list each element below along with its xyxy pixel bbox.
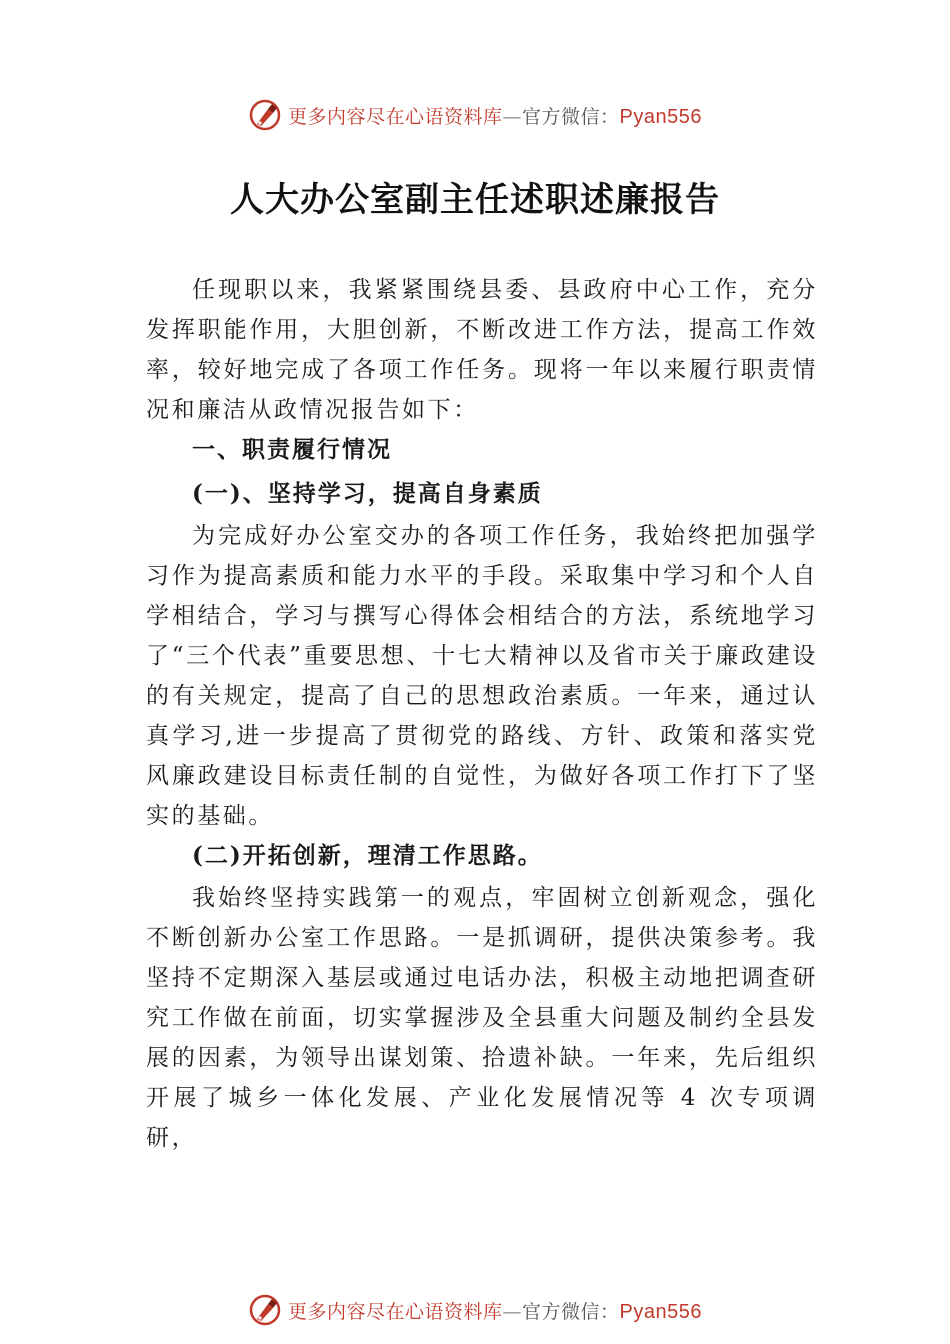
banner-main: 更多内容尽在心语资料库 (288, 105, 503, 128)
paragraph-1: 为完成好办公室交办的各项工作任务，我始终把加强学习作为提高素质和能力水平的手段。采取集中学习和个人自学相结合，学习与撰写心得体会相结合的方法，系统地学习了“三个代表”重要思想、十七大精神以及省市关于廉政建设的有关规定，提高了自己的思想政治素质。一年来，通过认真学习,进一步提高了贯彻党的路线、方针、政策和落实党风廉政建设目标责任制的自觉性，为做好各项工作打下了坚实的基础。 (146, 523, 818, 829)
pen-nib-seal-icon (248, 98, 282, 132)
document-body (146, 270, 818, 1158)
banner-sep: — (502, 105, 523, 128)
document-title: 人大办公室副主任述职述廉报告 (230, 180, 720, 220)
header-banner (0, 95, 950, 135)
paragraph-2: 我始终坚持实践第一的观点，牢固树立创新观念，强化不断创新办公室工作思路。一是抓调研，提供决策参考。我坚持不定期深入基层或通过电话办法，积极主动地把调查研究工作做在前面，切实掌握涉及全县重大问题及制约全县发展的因素，为领导出谋划策、拾遗补缺。一年来，先后组织开展了城乡一体化发展、产业化发展情况等 4 次专项调研， (146, 885, 818, 1151)
banner-sep: — (502, 1300, 523, 1323)
banner-text (288, 1297, 702, 1324)
banner-main: 更多内容尽在心语资料库 (288, 1300, 503, 1323)
subsection-heading-2: (二)开拓创新，理清工作思路。 (192, 842, 543, 869)
intro-paragraph: 任现职以来，我紧紧围绕县委、县政府中心工作，充分发挥职能作用，大胆创新，不断改进工作方法，提高工作效率，较好地完成了各项工作任务。现将一年以来履行职责情况和廉洁从政情况报告如下： (146, 277, 818, 423)
banner-wx-label: 官方微信： (522, 1300, 620, 1323)
banner-wx-id: Pyan556 (619, 1300, 702, 1323)
pen-nib-seal-icon (248, 1293, 282, 1327)
footer-banner (0, 1290, 950, 1330)
subsection-heading-1: (一)、坚持学习，提高自身素质 (192, 480, 543, 507)
banner-text (288, 102, 702, 129)
banner-wx-id: Pyan556 (619, 105, 702, 128)
section-heading-1: 一、职责履行情况 (192, 437, 392, 463)
banner-wx-label: 官方微信： (522, 105, 620, 128)
